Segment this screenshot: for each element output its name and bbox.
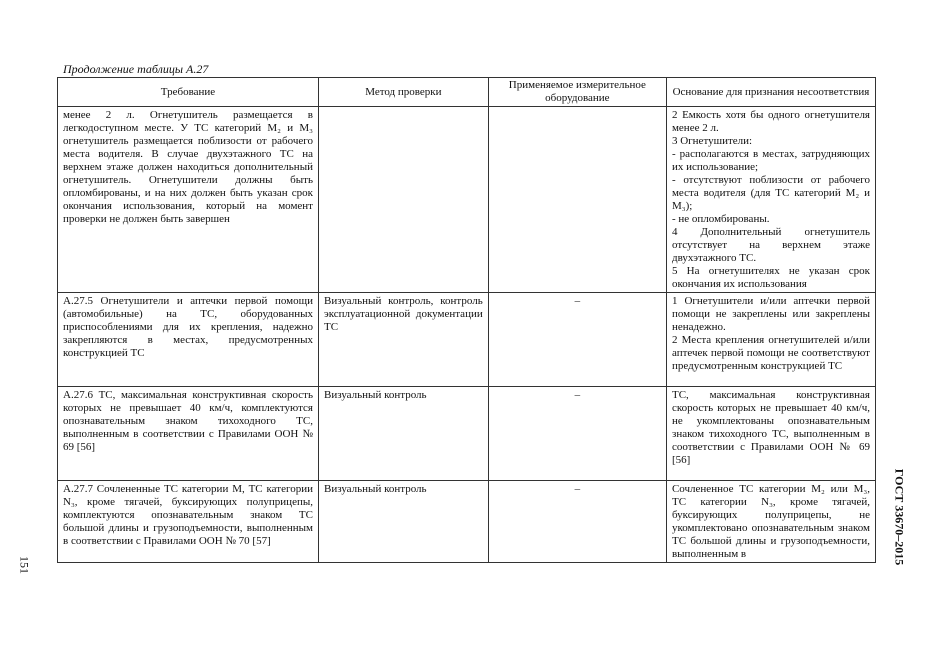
header-grounds: Основание для признания несоответствия [666,78,875,107]
table-row [58,481,876,563]
table-row [58,387,876,481]
method-cell: Визуальный контроль [318,481,488,563]
requirement-cell: А.27.7 Сочлененные ТС категории М, ТС категории N₃, кроме тягачей, буксирующих полуприцепы, комплектуются опознавательным знаком ТС большой длины и грузоподъемности, выполненным в соответствии с Правилами ООН № 70 [57] [58,481,319,563]
page-number [12,545,36,585]
grounds-line: ТС, максимальная конструктивная скорость которых не превышает 40 км/ч, не укомплектованы опознавательным знаком тихоходного ТС, выполненным в соответствии с Правилами ООН № 69 [56] [671,389,870,466]
grounds-line: Сочлененное ТС категории М₂ или М₃, ТС категории N₃, кроме тягачей, буксирующих полуприцепы, не укомплектовано опознавательным знаком ТС большой длины и грузоподъемности, выполненным в [671,483,870,560]
header-equipment: Применяемое измерительное оборудование [488,78,666,107]
table-caption: Продолжение таблицы А.27 [63,62,209,76]
standard-designation [884,442,914,592]
header-method: Метод проверки [318,78,488,107]
grounds-line: - располагаются в местах, затрудняющих их использование; [671,148,870,173]
requirement-cell: А.27.5 Огнетушители и аптечки первой помощи (автомобильные) на ТС, оборудованных приспособлениями для их крепления, надежно закрепляются в местах, предусмотренных конструкцией ТС [58,293,319,387]
equipment-cell: – [488,293,666,387]
equipment-cell: – [488,481,666,563]
grounds-line: - не опломбированы. [671,213,770,225]
equipment-cell: – [488,387,666,481]
grounds-cell [666,107,875,293]
grounds-line: 3 Огнетушители: [671,135,753,147]
table-row [58,107,876,293]
page-number-text: 151 [17,556,32,574]
grounds-cell [666,387,875,481]
grounds-line: 5 На огнетушителях не указан срок окончания их использования [671,265,870,290]
requirements-table [57,77,876,563]
grounds-line: - отсутствуют поблизости от рабочего места водителя (для ТС категорий М₂ и М₃); [671,174,870,212]
table-row [58,293,876,387]
table-header-row [58,78,876,107]
grounds-line: 4 Дополнительный огнетушитель отсутствует на верхнем этаже двухэтажного ТС. [671,226,870,264]
method-cell: Визуальный контроль [318,387,488,481]
method-cell [318,107,488,293]
grounds-line: 1 Огнетушители и/или аптечки первой помощи не закреплены или закреплены ненадежно. [671,295,870,333]
grounds-cell [666,293,875,387]
method-cell: Визуальный контроль, контроль эксплуатационной документации ТС [318,293,488,387]
grounds-cell [666,481,875,563]
grounds-line: 2 Места крепления огнетушителей и/или аптечек первой помощи не соответствуют предусмотренным конструкцией ТС [671,334,870,372]
grounds-line: 2 Емкость хотя бы одного огнетушителя менее 2 л. [671,109,870,134]
standard-designation-text: ГОСТ 33670–2015 [892,468,907,566]
requirement-cell: менее 2 л. Огнетушитель размещается в легкодоступном месте. У ТС категорий М₂ и М₃ огнетушитель размещается поблизости от рабочего места водителя. В случае двухэтажного ТС на верхнем этаже должен находиться дополнительный огнетушитель. Огнетушители должны быть опломбированы, и на них должен быть указан срок окончания использования, который на момент проверки не должен быть завершен [58,107,319,293]
requirement-cell: А.27.6 ТС, максимальная конструктивная скорость которых не превышает 40 км/ч, комплектуются опознавательным знаком тихоходного ТС, выполненным в соответствии с Правилами ООН № 69 [56] [58,387,319,481]
equipment-cell [488,107,666,293]
header-requirement: Требование [58,78,319,107]
